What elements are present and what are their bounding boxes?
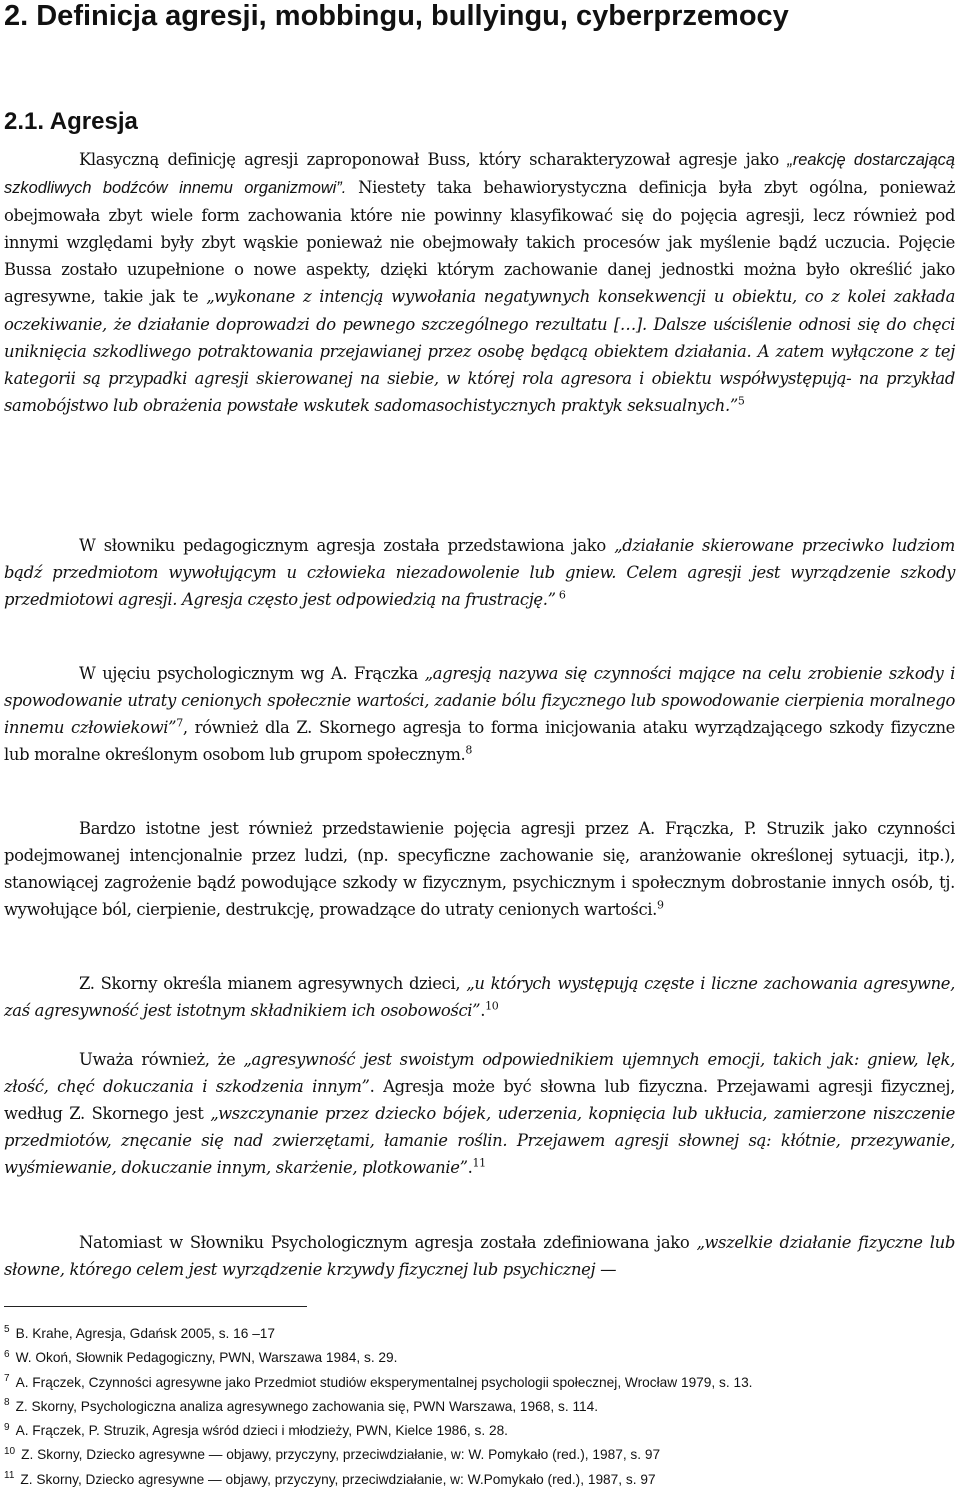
footnote-number: 9 xyxy=(4,1421,10,1433)
chapter-heading: 2. Definicja agresji, mobbingu, bullyingu, cyberprzemocy xyxy=(4,0,789,32)
footnote-number: 8 xyxy=(4,1397,10,1409)
paragraph xyxy=(4,1229,955,1283)
paragraph xyxy=(4,815,955,923)
footnote-text: A. Frączek, P. Struzik, Agresja wśród dzieci i młodzieży, PWN, Kielce 1986, s. 28. xyxy=(15,1423,508,1439)
text-run: Uważa również, że xyxy=(79,1050,244,1069)
footnote-ref: 7 xyxy=(176,716,183,730)
section-heading: 2.1. Agresja xyxy=(4,108,138,135)
footnote-ref: 6 xyxy=(555,588,566,602)
footnote-text: W. Okoń, Słownik Pedagogiczny, PWN, Warszawa 1984, s. 29. xyxy=(15,1350,398,1366)
text-run: Natomiast w Słowniku Psychologicznym agresja została zdefiniowana jako xyxy=(79,1233,697,1252)
footnote-text: Z. Skorny, Dziecko agresywne — objawy, przyczyny, przeciwdziałanie, w: W.Pomykało (red.), 1987, s. 97 xyxy=(20,1471,656,1487)
footnote-text: A. Frączek, Czynności agresywne jako Przedmiot studiów eksperymentalnej psychologii społecznej, Wrocław 1979, s. 13. xyxy=(15,1374,753,1390)
text-run: . xyxy=(480,1001,486,1021)
paragraph xyxy=(4,970,955,1024)
text-run: W słowniku pedagogicznym agresja została przedstawiona jako xyxy=(79,536,615,555)
quotation: „u których występują częste i liczne zachowania agresywne, zaś agresywność jest istotnym składnikiem ich osobowości” xyxy=(4,974,955,1021)
footnote xyxy=(4,1371,956,1395)
footnote xyxy=(4,1468,956,1492)
footnote xyxy=(4,1443,956,1467)
quotation: „agresywność jest swoistym odpowiednikiem ujemnych emocji, takich jak: gniew, lęk, złość, chęć dokuczania i szkodzenia innym” xyxy=(4,1050,955,1097)
paragraph xyxy=(4,532,955,613)
text-run: W ujęciu psychologicznym wg A. Frączka xyxy=(79,664,425,683)
text-run: Klasyczną definicję agresji zaproponował Buss, który scharakteryzował agresje jako xyxy=(79,150,788,169)
paragraph xyxy=(4,1046,955,1181)
footnote-ref: 8 xyxy=(465,743,473,757)
footnote xyxy=(4,1419,956,1443)
footnote xyxy=(4,1346,956,1370)
quotation: „reakcję dostarczającą szkodliwych bodźców innemu organizmowi”. xyxy=(4,151,955,198)
footnote-number: 11 xyxy=(4,1470,15,1482)
footnote-separator xyxy=(4,1306,307,1307)
paragraph xyxy=(4,146,955,419)
footnote xyxy=(4,1322,956,1346)
text-run: Niestety taka behawiorystyczna definicja była zbyt ogólna, ponieważ obejmowała zbyt wiele form zachowania które nie powinny klasyfikować się do pojęcia agresji, lecz również pod innymi względami były zbyt wąskie ponieważ nie obejmowały takich procesów jak myślenie bądź uczucia. Pojęcie Bussa zostało uzupełnione o nowe aspekty, dzięki którym zachowanie danej jednostki można było określić jako agresywne, takie jak te xyxy=(4,178,955,307)
footnote-number: 5 xyxy=(4,1324,10,1336)
quotation: „agresją nazywa się czynności mające na celu zrobienie szkody i spowodowanie utraty cenionych społecznie wartości, zadanie bólu fizycznego lub spowodowanie cierpienia moralnego innemu człowiekowi” xyxy=(4,664,955,738)
footnote-number: 6 xyxy=(4,1348,10,1360)
footnote xyxy=(4,1395,956,1419)
footnote-text: Z. Skorny, Dziecko agresywne — objawy, przyczyny, przeciwdziałanie, w: W. Pomykało (red.), 1987, s. 97 xyxy=(21,1447,661,1463)
footnote-ref: 10 xyxy=(485,999,499,1013)
footnote-number: 10 xyxy=(4,1445,16,1457)
footnote-text: Z. Skorny, Psychologiczna analiza agresywnego zachowania się, PWN Warszawa, 1968, s. 114. xyxy=(15,1398,599,1414)
text-run: . Agresja może być słowna lub fizyczna. Przejawami agresji fizycznej, według Z. Skornego jest xyxy=(4,1077,955,1124)
quotation: „działanie skierowane przeciwko ludziom bądź przedmiotom wywołującym u człowieka niezadowolenie lub gniew. Celem agresji jest wyrządzenie szkody przedmiotowi agresji. Agresja często jest odpowiedzią na frustrację.” xyxy=(4,536,955,610)
text-run: Bardzo istotne jest również przedstawienie pojęcia agresji przez A. Frączka, P. Struzik jako czynności podejmowanej intencjonalnie przez ludzi, (np. specyficzne zachowanie się, aranżowanie określonej sytuacji, itp.), stanowiącej zagrożenie bądź powodujące szkody w fizycznym, psychicznym i społecznym dobrostanie innych osób, tj. wywołujące ból, cierpienie, destrukcję, prowadzące do utraty cenionych wartości. xyxy=(4,819,955,920)
footnote-ref: 11 xyxy=(472,1156,486,1170)
quotation: „wszczynanie przez dziecko bójek, uderzenia, kopnięcia lub ukłucia, zamierzone niszczenie przedmiotów, znęcanie się nad zwierzętami, łamanie roślin. Przejawem agresji słownej są: kłótnie, przezywanie, wyśmiewanie, dokuczanie innym, skarżenie, plotkowanie” xyxy=(4,1104,955,1178)
quotation: „wykonane z intencją wywołania negatywnych konsekwencji u obiektu, co z kolei zakłada oczekiwanie, że działanie doprowadzi do pewnego szczególnego rezultatu […]. Dalsze uściślenie odnosi się do chęci uniknięcia szkodliwego potraktowania przejawianej przez osobę będącą obiektem działania. A zatem wyłączone z tej kategorii są przypadki agresji skierowanej na siebie, w której rola agresora i obiektu współwystępują- na przykład samobójstwo lub obrażenia powstałe wskutek sadomasochistycznych praktyk seksualnych.” xyxy=(4,287,955,415)
paragraph xyxy=(4,660,955,768)
footnote-ref: 9 xyxy=(657,898,664,912)
text-run: , również dla Z. Skornego agresja to forma inicjowania ataku wyrządzającego szkody fizyczne lub moralne określonym osobom lub grupom społecznym. xyxy=(4,718,955,765)
footnote-text: B. Krahe, Agresja, Gdańsk 2005, s. 16 –17 xyxy=(15,1326,276,1341)
quotation: „wszelkie działanie fizyczne lub słowne, którego celem jest wyrządzenie krzywdy fizycznej lub psychicznej — xyxy=(4,1233,955,1280)
text-run: . xyxy=(467,1158,473,1178)
footnote-number: 7 xyxy=(4,1373,10,1385)
footnote-ref: 5 xyxy=(737,394,745,408)
footnotes-list xyxy=(4,1322,956,1492)
text-run: Z. Skorny określa mianem agresywnych dzieci, xyxy=(79,974,467,993)
